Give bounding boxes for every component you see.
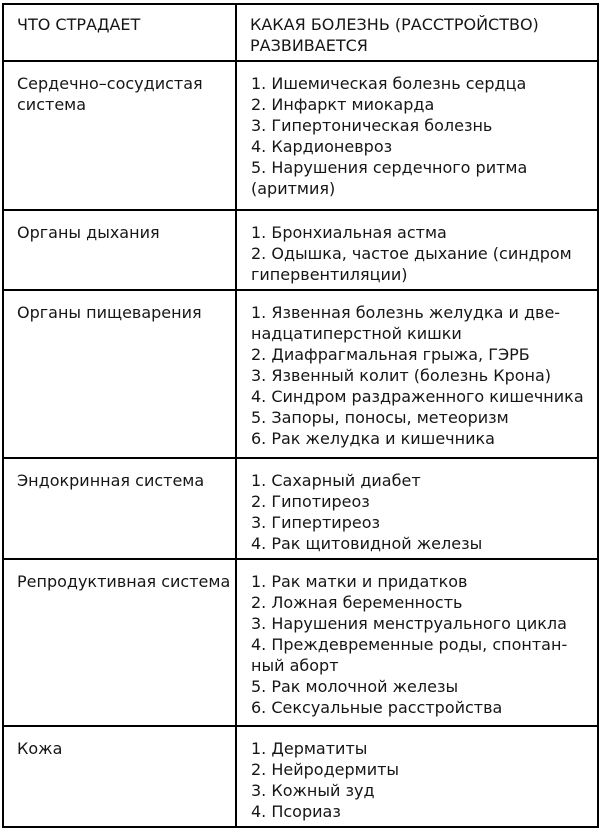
somatic-disorders-table	[2, 3, 599, 828]
disease-item: 4. Преждевременные роды, спонтанный аборт	[251, 635, 568, 675]
disease-item: 1. Сахарный диабет	[251, 471, 421, 490]
table-row-cardiovascular	[3, 61, 598, 210]
disease-item: 2. Инфаркт миокарда	[251, 95, 435, 114]
disease-item: 1. Бронхиальная астма	[251, 223, 447, 242]
organ-cell: Органы дыхания	[3, 210, 236, 290]
disease-item: 2. Диафрагмальная грыжа, ГЭРБ	[251, 345, 530, 364]
table-row-reproductive	[3, 559, 598, 726]
disease-item: 3. Гипертиреоз	[251, 513, 380, 532]
table-header-row	[3, 4, 598, 61]
disease-item: 3. Гипертоническая болезнь	[251, 116, 493, 135]
organ-cell: Органы пищеварения	[3, 290, 236, 458]
column-header-organ: ЧТО СТРАДАЕТ	[3, 4, 236, 61]
diseases-cell	[236, 559, 598, 726]
disease-item: 5. Нарушения сердечного ритма (аритмия)	[251, 158, 528, 198]
disease-item: 4. Рак щитовидной железы	[251, 534, 483, 553]
disease-item: 3. Язвенный колит (болезнь Крона)	[251, 366, 552, 385]
table-row-skin	[3, 726, 598, 827]
disease-item: 3. Кожный зуд	[251, 781, 375, 800]
organ-cell: Кожа	[3, 726, 236, 827]
disease-item: 2. Ложная беременность	[251, 593, 463, 612]
organ-cell: Эндокринная система	[3, 458, 236, 559]
disease-item: 4. Кардионевроз	[251, 137, 393, 156]
table-row-respiratory	[3, 210, 598, 290]
disease-item: 5. Рак молочной железы	[251, 677, 459, 696]
diseases-cell	[236, 210, 598, 290]
disease-item: 5. Запоры, поносы, метеоризм	[251, 408, 509, 427]
column-header-disease: КАКАЯ БОЛЕЗНЬ (РАССТРОЙСТВО) РАЗВИВАЕТСЯ	[236, 4, 598, 61]
disease-item: 2. Одышка, частое дыхание (синдром гипервентиляции)	[251, 244, 572, 284]
disease-item: 4. Синдром раздраженного кишечника	[251, 387, 584, 406]
diseases-cell	[236, 458, 598, 559]
disease-item: 1. Рак матки и придатков	[251, 572, 468, 591]
disease-item: 1. Дерматиты	[251, 739, 368, 758]
disease-item: 1. Ишемическая болезнь сердца	[251, 74, 527, 93]
organ-cell: Репродуктивная система	[3, 559, 236, 726]
diseases-cell	[236, 726, 598, 827]
disease-item: 1. Язвенная болезнь желудка и двенадцатиперстной кишки	[251, 303, 561, 343]
diseases-cell	[236, 61, 598, 210]
organ-cell: Сердечно–сосудистая система	[3, 61, 236, 210]
table-row-endocrine	[3, 458, 598, 559]
disease-item: 6. Сексуальные расстройства	[251, 698, 503, 717]
disease-item: 2. Нейродермиты	[251, 760, 400, 779]
disease-item: 2. Гипотиреоз	[251, 492, 370, 511]
diseases-cell	[236, 290, 598, 458]
disease-item: 6. Рак желудка и кишечника	[251, 429, 495, 448]
disease-item: 4. Псориаз	[251, 802, 341, 821]
disease-item: 3. Нарушения менструального цикла	[251, 614, 567, 633]
table-row-digestive	[3, 290, 598, 458]
